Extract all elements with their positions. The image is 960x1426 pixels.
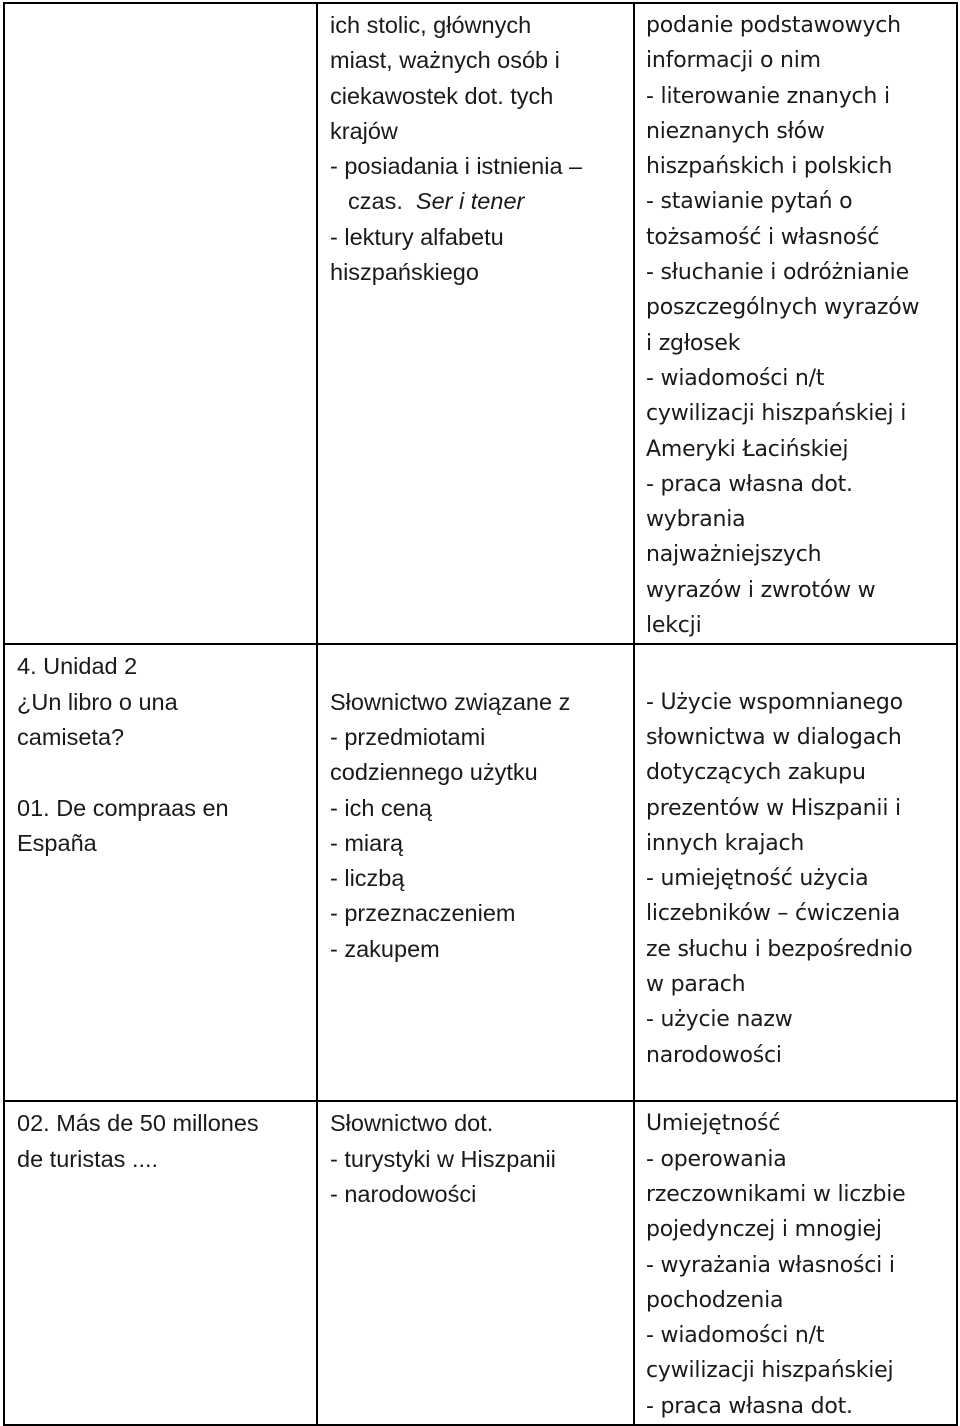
table-row	[4, 3, 957, 644]
text-line: ciekawostek dot. tych	[330, 82, 554, 109]
text-line: - praca własna dot.	[646, 471, 853, 497]
unit-cell	[4, 644, 317, 1101]
vocabulary-cell	[317, 3, 634, 644]
text-line: Słownictwo związane z	[330, 688, 571, 715]
text-line: pojedynczej i mnogiej	[646, 1217, 882, 1243]
unit-title: 4. Unidad 2	[17, 653, 138, 680]
unit-cell	[4, 3, 317, 644]
table-row	[4, 1101, 957, 1425]
spacer	[646, 649, 954, 684]
text-line: - posiadania i istnienia –	[330, 153, 583, 180]
skills-cell	[634, 1101, 957, 1425]
text-line: - operowania	[646, 1146, 787, 1172]
text-line: nieznanych słów	[646, 118, 825, 144]
text-fragment: czas.	[348, 188, 403, 215]
text-line: innych krajach	[646, 830, 805, 856]
text-line: rzeczownikami w liczbie	[646, 1181, 906, 1207]
text-line: lekcji	[646, 613, 702, 639]
text-line: słownictwa w dialogach	[646, 724, 902, 750]
unit-cell	[4, 1101, 317, 1425]
text-line: - lektury alfabetu	[330, 223, 504, 250]
text-line: poszczególnych wyrazów	[646, 295, 920, 321]
text-line: krajów	[330, 117, 398, 144]
lesson-title: 02. Más de 50 millones	[17, 1110, 259, 1137]
text-line: Słownictwo dot.	[330, 1110, 494, 1137]
text-line: - ich ceną	[330, 794, 432, 821]
unit-subtitle: camiseta?	[17, 723, 125, 750]
text-line: ze słuchu i bezpośrednio	[646, 936, 913, 962]
text-line: - przedmiotami	[330, 723, 486, 750]
text-line: tożsamość i własność	[646, 224, 880, 250]
text-line: dotyczących zakupu	[646, 760, 866, 786]
text-line: Ameryki Łacińskiej	[646, 436, 849, 462]
spacer	[330, 649, 629, 684]
text-line: - umiejętność użycia	[646, 866, 869, 892]
skills-cell	[634, 3, 957, 644]
text-line: pochodzenia	[646, 1287, 784, 1313]
text-line: - zakupem	[330, 935, 440, 962]
text-line: najważniejszych	[646, 542, 822, 568]
text-line: - stawianie pytań o	[646, 189, 853, 215]
text-line: - wyrażania własności i	[646, 1252, 895, 1278]
curriculum-table	[3, 2, 958, 1426]
text-line: - wiadomości n/t	[646, 365, 825, 391]
text-line: podanie podstawowych	[646, 13, 901, 38]
text-line: hiszpańskich i polskich	[646, 154, 893, 180]
italic-term: Ser i tener	[415, 188, 525, 215]
skills-cell	[634, 644, 957, 1101]
text-line: w parach	[646, 972, 746, 998]
text-line: wyrazów i zwrotów w	[646, 577, 876, 603]
text-line: Umiejętność	[646, 1111, 781, 1137]
text-line: - praca własna dot.	[646, 1393, 853, 1419]
lesson-title: de turistas ....	[17, 1145, 159, 1172]
text-line	[330, 184, 629, 219]
text-line: narodowości	[646, 1042, 782, 1068]
text-line: informacji o nim	[646, 48, 821, 74]
text-line: - literowanie znanych i	[646, 83, 890, 109]
table-row	[4, 644, 957, 1101]
text-line: - miarą	[330, 829, 404, 856]
text-line: - słuchanie i odróżnianie	[646, 260, 909, 286]
text-line: - narodowości	[330, 1180, 477, 1207]
text-line: - użycie nazw	[646, 1007, 793, 1033]
text-line: - wiadomości n/t	[646, 1323, 825, 1349]
text-line: i zgłosek	[646, 330, 741, 356]
text-line: - liczbą	[330, 865, 405, 892]
lesson-title: 01. De compraas en	[17, 794, 229, 821]
text-line: prezentów w Hiszpanii i	[646, 795, 901, 821]
text-line: ich stolic, głównych	[330, 12, 532, 38]
spacer	[17, 755, 312, 790]
lesson-title: España	[17, 829, 97, 856]
text-line: cywilizacji hiszpańskiej i	[646, 401, 907, 427]
text-line: codziennego użytku	[330, 759, 538, 786]
text-line: - Użycie wspomnianego	[646, 689, 903, 715]
vocabulary-cell	[317, 1101, 634, 1425]
text-line: hiszpańskiego	[330, 259, 479, 286]
text-line: cywilizacji hiszpańskiej	[646, 1358, 894, 1384]
text-line: - przeznaczeniem	[330, 900, 516, 927]
unit-subtitle: ¿Un libro o una	[17, 688, 178, 715]
vocabulary-cell	[317, 644, 634, 1101]
text-line: miast, ważnych osób i	[330, 47, 560, 74]
text-line: wybrania	[646, 507, 746, 533]
text-line: liczebników – ćwiczenia	[646, 901, 901, 927]
text-line: - turystyki w Hiszpanii	[330, 1145, 556, 1172]
